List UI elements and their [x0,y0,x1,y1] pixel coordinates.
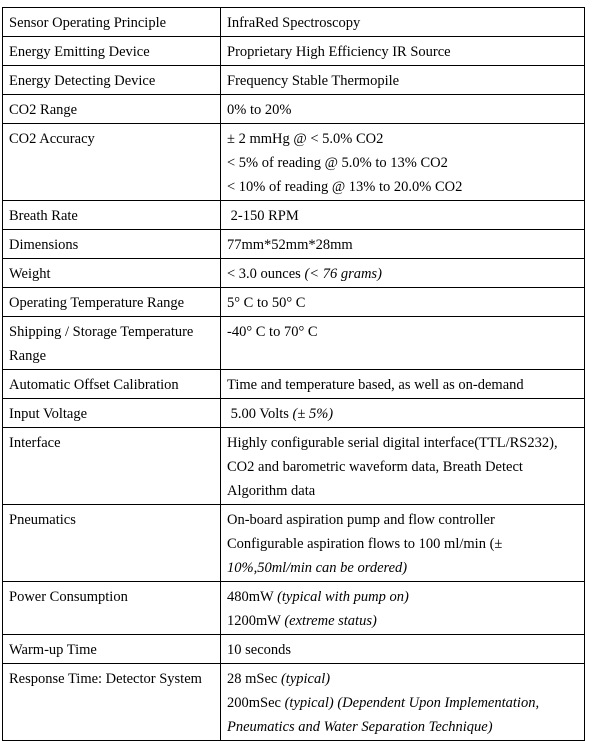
spec-label: Response Time: Detector System [3,664,221,741]
spec-value-line [227,320,578,344]
spec-label: Pneumatics [3,505,221,582]
table-row [3,201,585,230]
spec-label: Warm-up Time [3,635,221,664]
spec-value-text: 10 seconds [227,642,292,658]
spec-label: Weight [3,259,221,288]
spec-value-line [227,508,578,532]
spec-value-line [227,667,578,691]
spec-value-note: (typical with pump on) [277,589,409,605]
spec-value [221,635,585,664]
spec-value-line [227,431,578,455]
spec-label: Energy Emitting Device [3,37,221,66]
spec-value-text: 1200mW [227,613,285,629]
spec-value [221,664,585,741]
spec-value-line [227,151,578,175]
spec-value [221,8,585,37]
spec-value-text: 2-150 RPM [227,208,299,224]
spec-value-text: 77mm*52mm*28mm [227,237,353,253]
spec-value-text: Time and temperature based, as well as on-demand [227,377,524,393]
spec-value-text: Proprietary High Efficiency IR Source [227,44,451,60]
spec-value [221,66,585,95]
spec-value [221,201,585,230]
spec-value-text: < 5% of reading @ 5.0% to 13% CO2 [227,155,448,171]
spec-value-line [227,532,578,556]
spec-value-text: 480mW [227,589,278,605]
spec-label: CO2 Range [3,95,221,124]
spec-value [221,317,585,370]
table-row [3,370,585,399]
table-row [3,259,585,288]
spec-value-text: -40° C to 70° C [227,324,318,340]
spec-value-line [227,585,578,609]
table-row [3,288,585,317]
spec-label: Dimensions [3,230,221,259]
table-row [3,37,585,66]
spec-value-text: InfraRed Spectroscopy [227,15,361,31]
spec-value-text: 5.00 Volts [227,406,293,422]
spec-value-line [227,175,578,199]
spec-value-line [227,40,578,64]
spec-value-note: (± 5%) [292,406,334,422]
spec-value [221,288,585,317]
spec-value-text: 28 mSec [227,671,281,687]
specifications-table [2,7,585,741]
table-row [3,317,585,370]
specifications-table-body [3,8,585,741]
table-row [3,635,585,664]
spec-value-line [227,638,578,662]
table-row [3,399,585,428]
spec-label: Operating Temperature Range [3,288,221,317]
spec-value-text: Configurable aspiration flows to 100 ml/min (± [227,536,503,552]
spec-value [221,370,585,399]
spec-value [221,37,585,66]
spec-value [221,230,585,259]
spec-value-line [227,373,578,397]
spec-value-text: ± 2 mmHg @ < 5.0% CO2 [227,131,384,147]
spec-value-text: CO2 and barometric waveform data, Breath Detect [227,459,523,475]
spec-value-line [227,233,578,257]
spec-value-text: 200mSec [227,695,285,711]
spec-value [221,428,585,505]
spec-value-text: < 3.0 ounces [227,266,305,282]
table-row [3,66,585,95]
spec-value [221,505,585,582]
table-row [3,95,585,124]
spec-label: Input Voltage [3,399,221,428]
spec-value-text: 5° C to 50° C [227,295,306,311]
spec-value-note: (< 76 grams) [304,266,382,282]
spec-value-line [227,455,578,479]
spec-label: Automatic Offset Calibration [3,370,221,399]
spec-label: Energy Detecting Device [3,66,221,95]
spec-label: Power Consumption [3,582,221,635]
spec-value-text: < 10% of reading @ 13% to 20.0% CO2 [227,179,463,195]
spec-value-line [227,691,578,715]
spec-value [221,399,585,428]
spec-value-note: (typical) (Dependent Upon Implementation, [284,695,540,711]
spec-value-line [227,291,578,315]
spec-value-note: Pneumatics and Water Separation Technique) [227,719,493,735]
spec-value [221,259,585,288]
table-row [3,664,585,741]
spec-label: Shipping / Storage Temperature Range [3,317,221,370]
spec-value-line [227,402,578,426]
table-row [3,230,585,259]
table-row [3,124,585,201]
spec-value-text: Highly configurable serial digital interface(TTL/RS232), [227,435,558,451]
table-row [3,8,585,37]
spec-value-note: (typical) [280,671,331,687]
table-row [3,505,585,582]
spec-value-line [227,127,578,151]
spec-value-text: Algorithm data [227,483,316,499]
spec-label: Interface [3,428,221,505]
table-row [3,582,585,635]
spec-value-line [227,609,578,633]
spec-label: Breath Rate [3,201,221,230]
spec-value-line [227,98,578,122]
spec-value-line [227,204,578,228]
spec-value [221,582,585,635]
table-row [3,428,585,505]
spec-value [221,124,585,201]
spec-value-text: On-board aspiration pump and flow controller [227,512,495,528]
spec-value-line [227,69,578,93]
spec-value-text: Frequency Stable Thermopile [227,73,400,89]
spec-value-line [227,479,578,503]
spec-value [221,95,585,124]
spec-value-line [227,556,578,580]
spec-value-note: 10%,50ml/min can be ordered) [227,560,408,576]
spec-value-line [227,715,578,739]
spec-label: CO2 Accuracy [3,124,221,201]
spec-value-text: 0% to 20% [227,102,292,118]
spec-label: Sensor Operating Principle [3,8,221,37]
spec-value-note: (extreme status) [284,613,377,629]
spec-value-line [227,262,578,286]
spec-value-line [227,11,578,35]
